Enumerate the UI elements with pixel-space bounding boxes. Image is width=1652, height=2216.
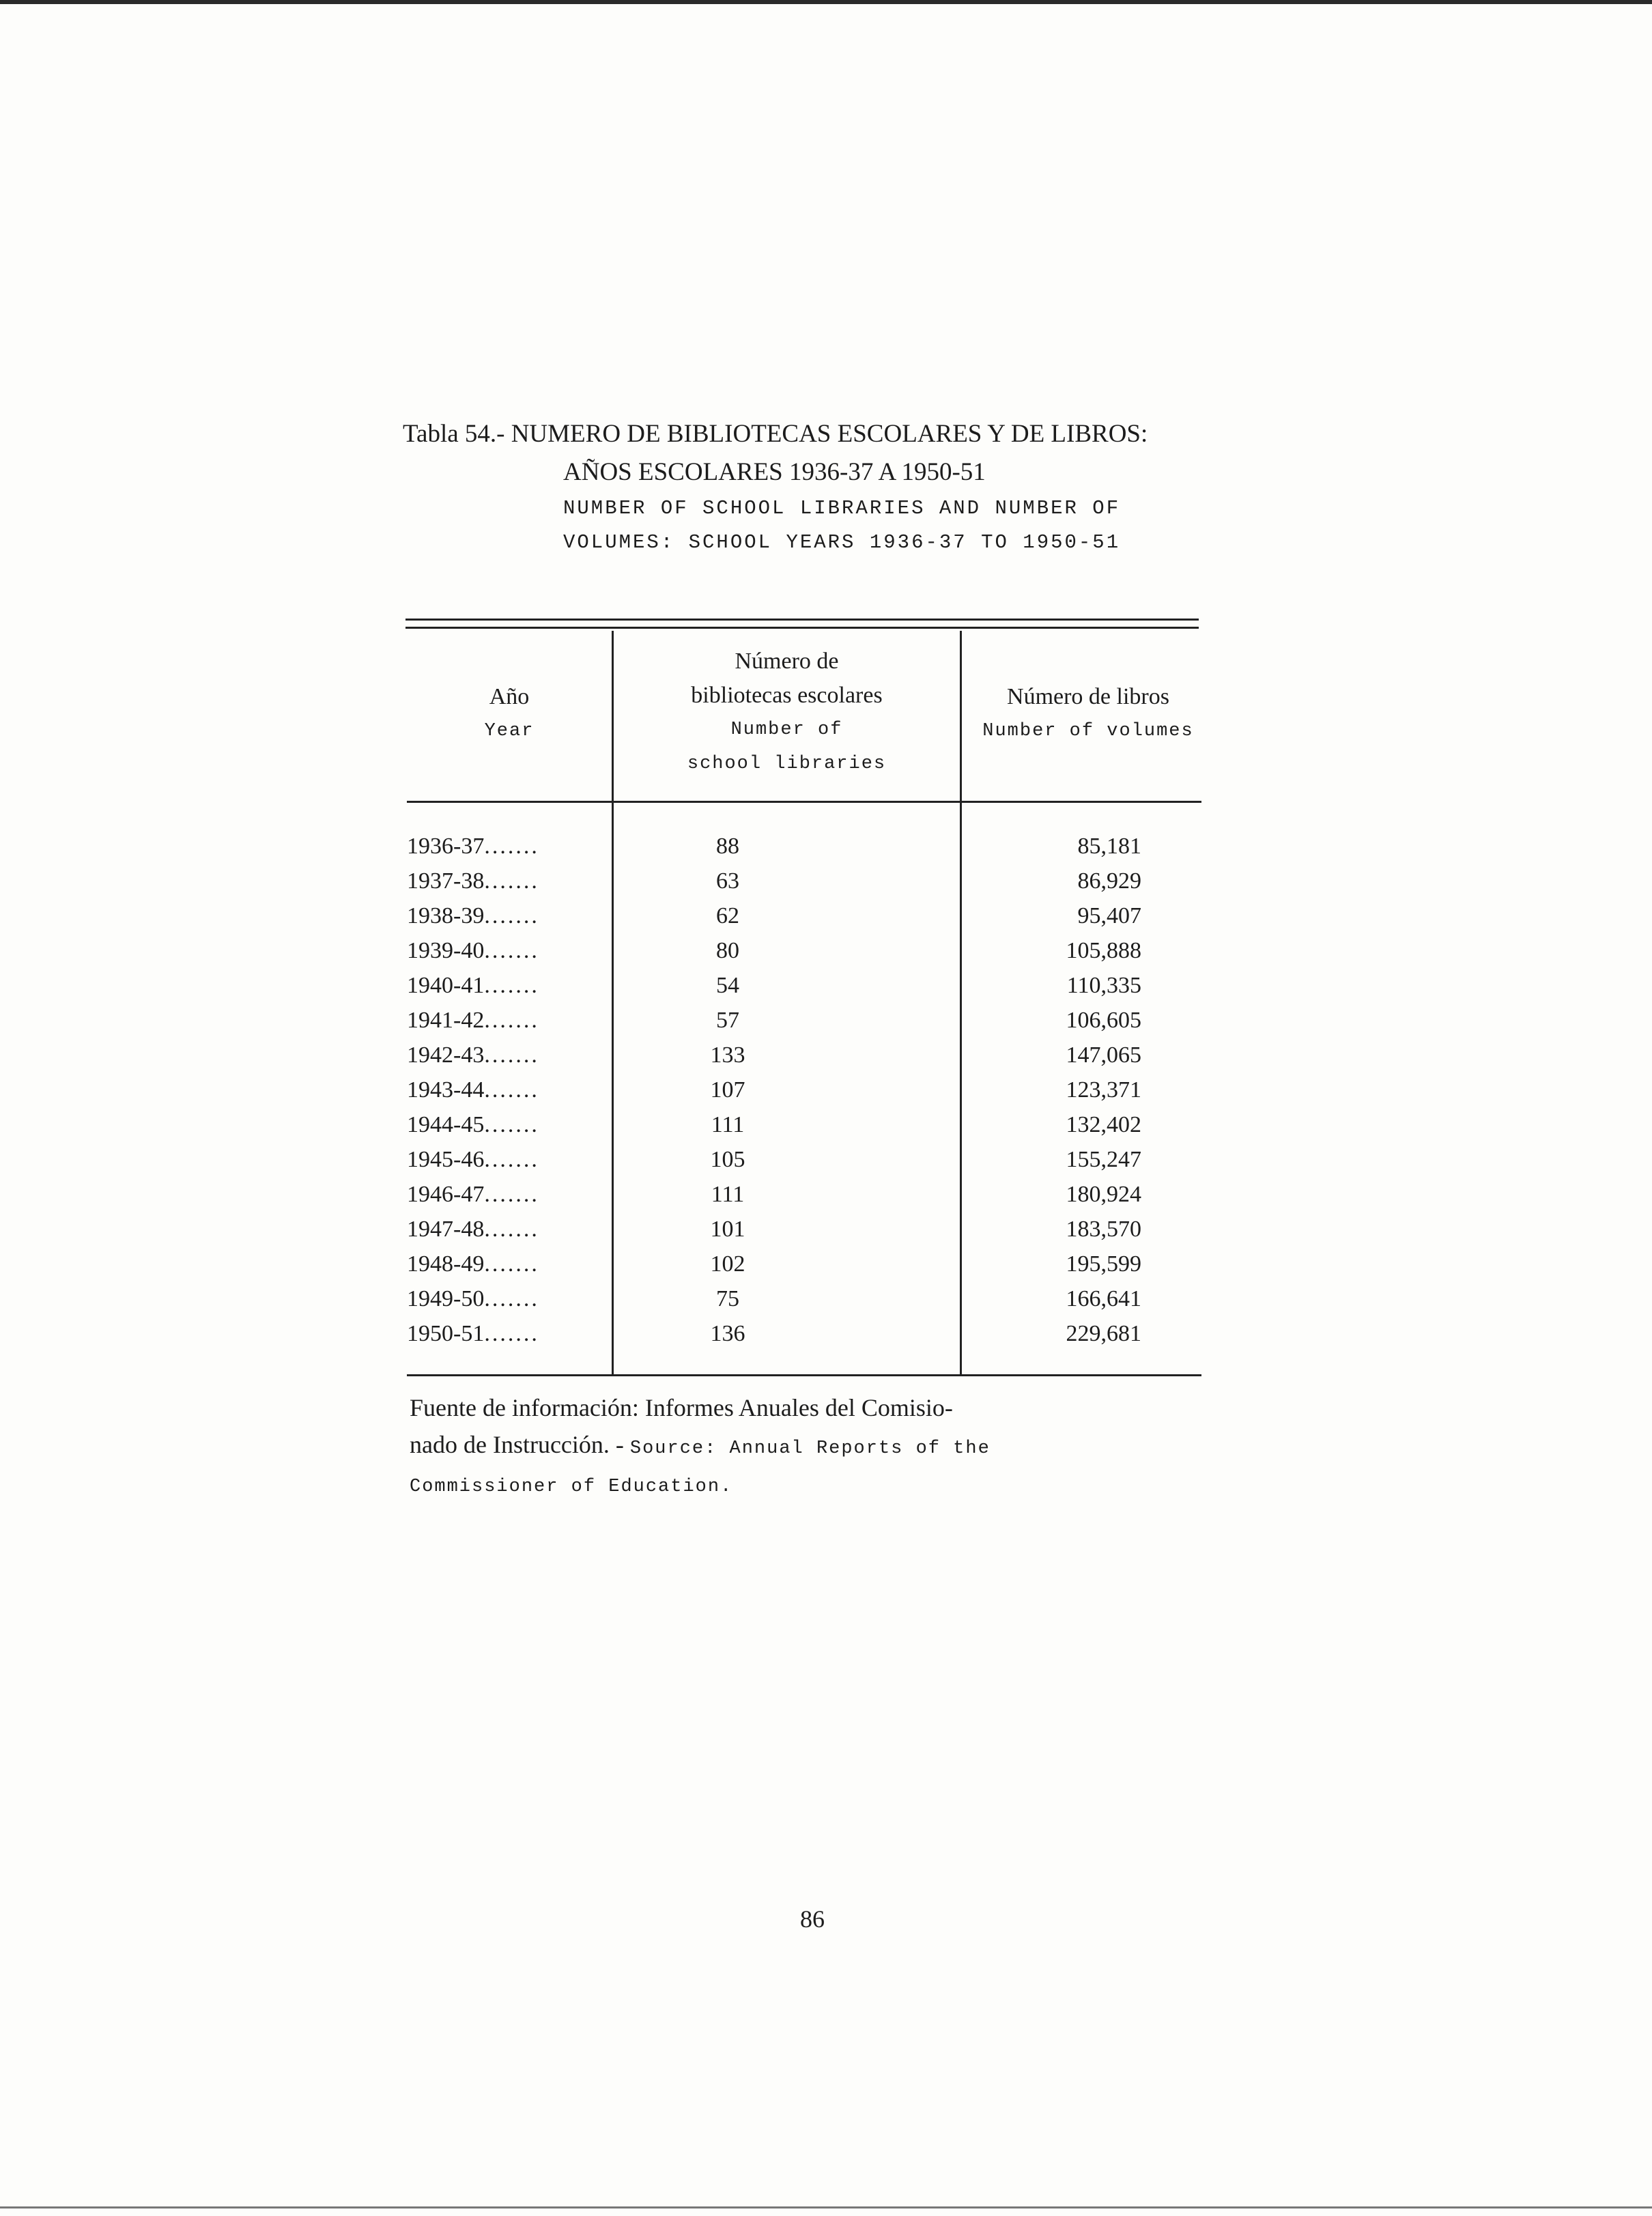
volumes-cell: 123,371 bbox=[1066, 1077, 1141, 1103]
top-edge-rule bbox=[0, 0, 1652, 4]
volumes-cell: 147,065 bbox=[1066, 1042, 1141, 1068]
volumes-cell: 110,335 bbox=[1066, 973, 1141, 998]
year-cell: 1947-48 bbox=[407, 1217, 485, 1242]
volumes-cell: 132,402 bbox=[1066, 1112, 1141, 1137]
table-row bbox=[407, 1212, 1199, 1247]
libraries-cell: 111 bbox=[711, 1112, 745, 1137]
table-row bbox=[407, 1107, 1199, 1142]
header-year-es: Año bbox=[489, 684, 530, 709]
header-bottom-rule bbox=[407, 801, 1201, 803]
header-libraries-es-1: Número de bbox=[735, 649, 839, 674]
year-cell: 1945-46 bbox=[407, 1147, 485, 1172]
libraries-cell: 57 bbox=[716, 1008, 739, 1033]
caption-title-en-line-1: NUMBER OF SCHOOL LIBRARIES AND NUMBER OF bbox=[563, 497, 1121, 520]
libraries-cell: 136 bbox=[710, 1321, 745, 1346]
source-footnote bbox=[410, 1389, 1201, 1505]
libraries-cell: 101 bbox=[710, 1217, 745, 1242]
caption-title-es-line-1: Tabla 54.- NUMERO DE BIBLIOTECAS ESCOLARES Y DE LIBROS: bbox=[403, 420, 1148, 448]
volumes-cell: 183,570 bbox=[1066, 1217, 1141, 1242]
header-volumes-es: Número de libros bbox=[1007, 684, 1169, 709]
dot-leader: ....... bbox=[484, 1217, 539, 1242]
volumes-cell: 95,407 bbox=[1077, 903, 1141, 928]
year-cell: 1950-51 bbox=[407, 1321, 485, 1346]
header-libraries-en-2: school libraries bbox=[687, 754, 887, 774]
table-row bbox=[407, 1247, 1199, 1281]
page-number: 86 bbox=[800, 1905, 825, 1933]
volumes-cell: 106,605 bbox=[1066, 1008, 1141, 1033]
table-row bbox=[407, 1177, 1199, 1212]
year-cell: 1941-42 bbox=[407, 1008, 485, 1033]
libraries-cell: 107 bbox=[710, 1077, 745, 1103]
year-cell: 1946-47 bbox=[407, 1182, 485, 1207]
table-top-rule-2 bbox=[405, 627, 1199, 629]
volumes-cell: 86,929 bbox=[1077, 868, 1141, 894]
footnote-line-1: Fuente de información: Informes Anuales del Comisio- bbox=[410, 1394, 953, 1421]
header-libraries-es-2: bibliotecas escolares bbox=[691, 683, 883, 708]
year-cell: 1939-40 bbox=[407, 938, 485, 963]
dot-leader: ....... bbox=[484, 1321, 539, 1346]
libraries-cell: 88 bbox=[716, 834, 739, 859]
libraries-cell: 133 bbox=[710, 1042, 745, 1068]
table-caption bbox=[403, 415, 1148, 560]
table-row bbox=[407, 1281, 1199, 1316]
footnote-line-2-es: nado de Instrucción. - bbox=[410, 1431, 630, 1458]
dot-leader: ....... bbox=[484, 1077, 539, 1103]
year-cell: 1942-43 bbox=[407, 1042, 485, 1068]
volumes-cell: 195,599 bbox=[1066, 1251, 1141, 1277]
dot-leader: ....... bbox=[484, 1147, 539, 1172]
table-row bbox=[407, 933, 1199, 968]
libraries-cell: 111 bbox=[711, 1182, 745, 1207]
table-top-rule-1 bbox=[405, 619, 1199, 621]
table-row bbox=[407, 898, 1199, 933]
dot-leader: ....... bbox=[484, 1251, 539, 1277]
table-body bbox=[407, 829, 1199, 1351]
volumes-cell: 166,641 bbox=[1066, 1286, 1141, 1311]
caption-title-es-line-2: AÑOS ESCOLARES 1936-37 A 1950-51 bbox=[563, 458, 986, 486]
table-row bbox=[407, 1142, 1199, 1177]
caption-title-en-line-2: VOLUMES: SCHOOL YEARS 1936-37 TO 1950-51 bbox=[563, 531, 1121, 554]
table-row bbox=[407, 1038, 1199, 1073]
year-cell: 1937-38 bbox=[407, 868, 485, 894]
header-libraries bbox=[614, 644, 960, 781]
libraries-cell: 54 bbox=[716, 973, 739, 998]
footnote-line-2-en: Source: Annual Reports of the bbox=[629, 1438, 991, 1459]
libraries-cell: 102 bbox=[710, 1251, 745, 1277]
header-volumes-en: Number of volumes bbox=[982, 721, 1194, 741]
header-year bbox=[407, 680, 612, 748]
header-libraries-en-1: Number of bbox=[730, 720, 843, 740]
dot-leader: ....... bbox=[484, 1182, 539, 1207]
libraries-cell: 63 bbox=[716, 868, 739, 894]
table-row bbox=[407, 1073, 1199, 1107]
table-row bbox=[407, 829, 1199, 864]
year-cell: 1948-49 bbox=[407, 1251, 485, 1277]
year-cell: 1944-45 bbox=[407, 1112, 485, 1137]
table-bottom-rule bbox=[407, 1374, 1201, 1376]
year-cell: 1940-41 bbox=[407, 973, 485, 998]
dot-leader: ....... bbox=[484, 1286, 539, 1311]
table-row bbox=[407, 864, 1199, 898]
dot-leader: ....... bbox=[484, 1008, 539, 1033]
volumes-cell: 229,681 bbox=[1066, 1321, 1141, 1346]
header-volumes bbox=[962, 680, 1214, 748]
year-cell: 1936-37 bbox=[407, 834, 485, 859]
libraries-cell: 75 bbox=[716, 1286, 739, 1311]
header-year-en: Year bbox=[484, 721, 535, 741]
volumes-cell: 180,924 bbox=[1066, 1182, 1141, 1207]
volumes-cell: 105,888 bbox=[1066, 938, 1141, 963]
year-cell: 1943-44 bbox=[407, 1077, 485, 1103]
dot-leader: ....... bbox=[484, 903, 539, 928]
volumes-cell: 85,181 bbox=[1077, 834, 1141, 859]
dot-leader: ....... bbox=[484, 938, 539, 963]
libraries-cell: 62 bbox=[716, 903, 739, 928]
table-row bbox=[407, 1003, 1199, 1038]
bottom-edge-rule bbox=[0, 2206, 1652, 2208]
year-cell: 1938-39 bbox=[407, 903, 485, 928]
dot-leader: ....... bbox=[484, 1112, 539, 1137]
volumes-cell: 155,247 bbox=[1066, 1147, 1141, 1172]
table-row bbox=[407, 968, 1199, 1003]
dot-leader: ....... bbox=[484, 834, 539, 859]
dot-leader: ....... bbox=[484, 973, 539, 998]
table-row bbox=[407, 1316, 1199, 1351]
dot-leader: ....... bbox=[484, 1042, 539, 1068]
footnote-line-3: Commissioner of Education. bbox=[410, 1477, 733, 1497]
libraries-cell: 105 bbox=[710, 1147, 745, 1172]
year-cell: 1949-50 bbox=[407, 1286, 485, 1311]
dot-leader: ....... bbox=[484, 868, 539, 894]
libraries-cell: 80 bbox=[716, 938, 739, 963]
